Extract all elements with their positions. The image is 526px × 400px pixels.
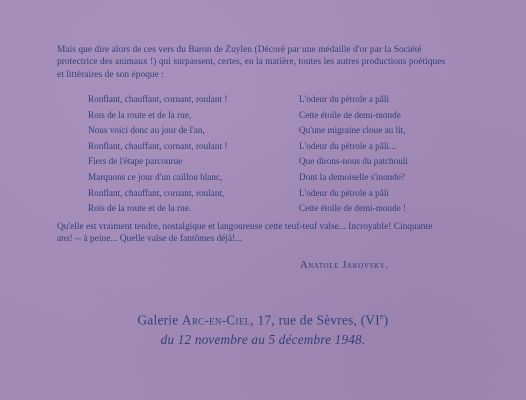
gallery-street: , 17, rue de Sèvres, (VI xyxy=(250,312,380,328)
outro-line: Qu'elle est vraiment tendre, nostalgique et langoureuse cette teuf-teuf valse... Incroyable! Cinquante xyxy=(57,222,433,232)
poem-line: Cette étoile de demi-monde ! xyxy=(299,203,407,214)
poem-line: Dont la demoiselle s'inonde? xyxy=(299,171,406,182)
poem-line: L'odeur du pétrole a pâli... xyxy=(299,140,396,151)
poem-column-right xyxy=(299,92,499,217)
poem-line: Que dirons-nous du patchouli xyxy=(299,156,408,167)
gallery-address xyxy=(0,312,526,328)
poem-line: Nous voici donc au jour de l'an, xyxy=(88,125,205,136)
intro-line: Mais que dire alors de ces vers du Baron de Zuylen (Décoré par une médaille d'or par la Société xyxy=(57,45,422,55)
gallery-close: ) xyxy=(383,312,389,328)
outro-paragraph xyxy=(57,221,497,246)
arrondissement-suffix: e xyxy=(379,312,384,321)
outro-line: ans! -- à peine... Quelle valse de fantômes déjà!... xyxy=(57,234,243,245)
poem-line: Ronflant, chauffant, cornant, roulant, xyxy=(88,187,225,198)
poem-column-left xyxy=(88,92,288,217)
poem-line: Fiers de l'étape parcourue xyxy=(88,156,183,167)
poem-line: Ronflant, chauffant, cornant, roulant ! xyxy=(88,140,228,151)
poem-line: L'odeur du pétrole a pâli xyxy=(299,187,389,198)
poem-line: Rois de la route et de la rue, xyxy=(88,109,192,120)
intro-line: et littéraires de son époque : xyxy=(57,69,164,80)
poem-line: Rois de la route et de la rue. xyxy=(88,203,192,214)
poem-line: Cette étoile de demi-monde xyxy=(299,109,401,120)
poem-line: Qu'une migraine cloue au lit, xyxy=(299,125,406,136)
gallery-prefix: Galerie xyxy=(137,312,179,328)
exhibition-dates: du 12 novembre au 5 décembre 1948. xyxy=(160,332,366,347)
gallery-name: Arc-en-Ciel xyxy=(182,312,251,328)
poem-line: L'odeur du pétrole a pâli xyxy=(299,94,389,104)
poem-line: Marquons ce jour d'un caillou blanc, xyxy=(88,171,223,182)
author-signature: Anatole Jakovsky. xyxy=(300,260,389,271)
poem-line: Ronflant, chauffant, cornant, roulant ! xyxy=(88,94,228,104)
intro-line: protectrice des animaux !) qui surpassent, certes, en la matière, toutes les autres productions poétiques xyxy=(57,57,446,68)
intro-paragraph xyxy=(57,44,487,81)
